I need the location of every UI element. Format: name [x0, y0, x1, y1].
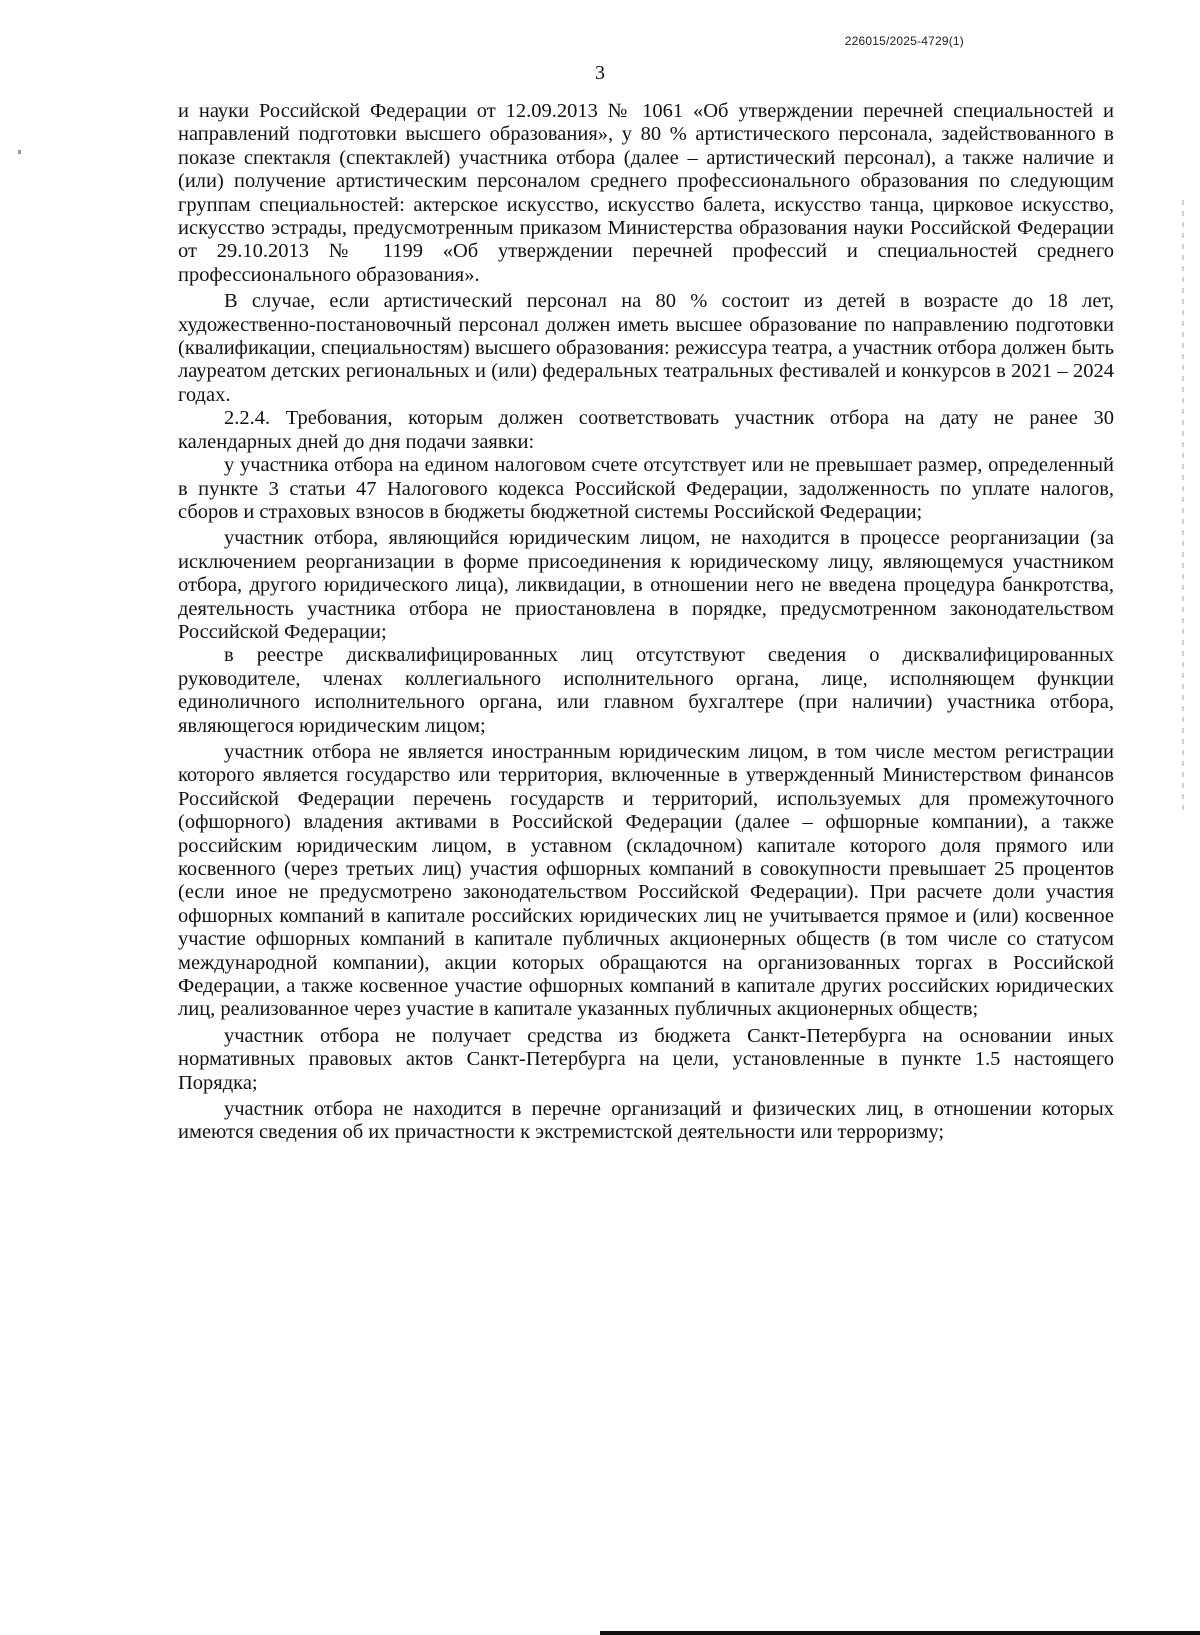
document-body	[178, 100, 1114, 1145]
paragraph-2: В случае, если артистический персонал на 80 % состоит из детей в возрасте до 18 лет, художественно-постановочный персонал должен иметь высшее образование по направлению подготовки (квалификации, специальностям) высшего образования: режиссура театра, а участник отбора должен быть лауреатом детских региональных и (или) федеральных театральных фестивалей и конкурсов в 2021 – 2024 годах.	[178, 290, 1114, 406]
paragraph-8: участник отбора не получает средства из бюджета Санкт-Петербурга на основании иных нормативных правовых актов Санкт-Петербурга на цели, установленные в пункте 1.5 настоящего Порядка;	[178, 1024, 1114, 1094]
paragraph-4: у участника отбора на едином налоговом счете отсутствует или не превышает размер, определенный в пункте 3 статьи 47 Налогового кодекса Российской Федерации, задолженность по уплате налогов, сборов и страховых взносов в бюджеты бюджетной системы Российской Федерации;	[178, 454, 1114, 523]
paragraph-1: и науки Российской Федерации от 12.09.2013 № 1061 «Об утверждении перечней специальностей и направлений подготовки высшего образования», у 80 % артистического персонала, задействованного в показе спектакля (спектаклей) участника отбора (далее – артистический персонал), а также наличие и (или) получение артистическим персоналом среднего профессионального образования по следующим группам специальностей: актерское искусство, искусство балета, искусство танца, цирковое искусство, искусство эстрады, предусмотренным приказом Министерства образования науки Российской Федерации от 29.10.2013 № 1199 «Об утверждении перечней профессий и специальностей среднего профессионального образования».	[178, 100, 1114, 286]
paragraph-9: участник отбора не находится в перечне организаций и физических лиц, в отношении которых имеются сведения об их причастности к экстремистской деятельности или терроризму;	[178, 1098, 1114, 1144]
scan-edge-artifact	[1182, 200, 1184, 810]
page-number: 3	[595, 62, 605, 84]
paragraph-7: участник отбора не является иностранным юридическим лицом, в том числе местом регистрации которого является государство или территория, включенные в утвержденный Министерством финансов Российской Федерации перечень государств и территорий, используемых для промежуточного (офшорного) владения активами в Российской Федерации (далее – офшорные компании), а также российским юридическим лицом, в уставном (складочном) капитале которого доля прямого или косвенного (через третьих лиц) участия офшорных компаний в совокупности превышает 25 процентов (если иное не предусмотрено законодательством Российской Федерации). При расчете доли участия офшорных компаний в капитале российских юридических лиц не учитывается прямое и (или) косвенное участие офшорных компаний в капитале публичных акционерных обществ (в том числе со статусом международной компании), акции которых обращаются на организованных торгах в Российской Федерации, а также косвенное участие офшорных компаний в капитале других российских юридических лиц, реализованное через участие в капитале указанных публичных акционерных обществ;	[178, 740, 1114, 1021]
paragraph-3: 2.2.4. Требования, которым должен соответствовать участник отбора на дату не ранее 30 календарных дней до дня подачи заявки:	[178, 407, 1114, 453]
paragraph-6: в реестре дисквалифицированных лиц отсутствуют сведения о дисквалифицированных руководителе, членах коллегиального исполнительного органа, лице, исполняющем функции единоличного исполнительного органа, или главном бухгалтере (при наличии) участника отбора, являющегося юридическим лицом;	[178, 644, 1114, 737]
scan-bottom-edge	[600, 1631, 1200, 1635]
document-registration-number: 226015/2025-4729(1)	[844, 34, 964, 48]
scan-mark-artifact	[18, 150, 21, 154]
paragraph-5: участник отбора, являющийся юридическим лицом, не находится в процессе реорганизации (за исключением реорганизации в форме присоединения к юридическому лицу, являющемуся участником отбора, другого юридического лица), ликвидации, в отношении него не введена процедура банкротства, деятельность участника отбора не приостановлена в порядке, предусмотренном законодательством Российской Федерации;	[178, 527, 1114, 643]
